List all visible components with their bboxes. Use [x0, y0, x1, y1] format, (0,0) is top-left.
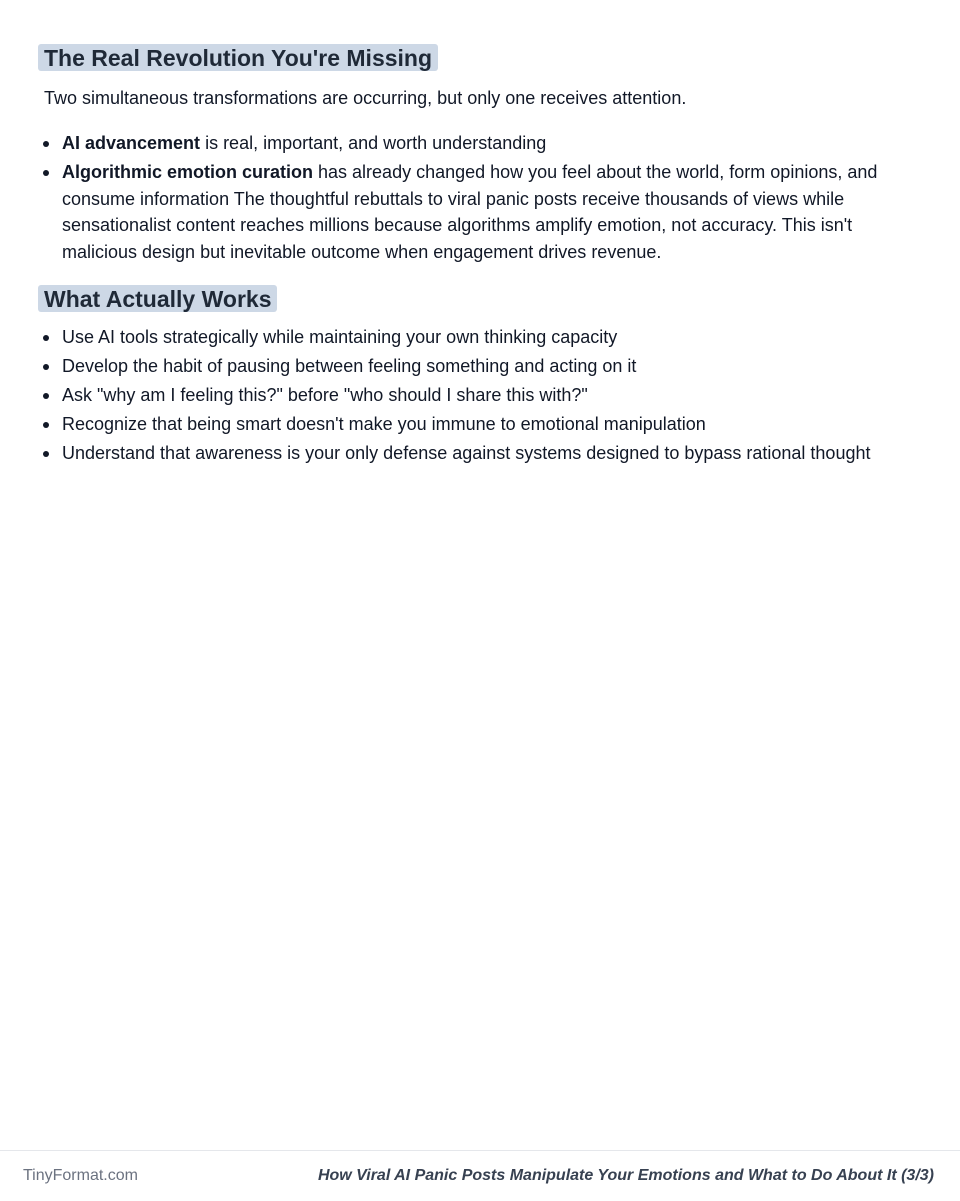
section-heading-what-works: What Actually Works: [38, 285, 277, 312]
bold-term: Algorithmic emotion curation: [62, 162, 314, 182]
bold-term: AI advancement: [62, 133, 201, 153]
footer-site-link[interactable]: TinyFormat.com: [23, 1167, 138, 1184]
article-content: [38, 44, 918, 469]
list-item: [38, 159, 918, 265]
section-intro: Two simultaneous transformations are occurring, but only one receives attention.: [44, 88, 687, 108]
item-text: has already changed how you feel about the world, form opinions, and consume information The thoughtful rebuttals to viral panic posts receive thousands of views while sensationalist content reaches millions because algorithms amplify emotion, not accuracy. This isn't malicious design but inevitable outcome when engagement drives revenue.: [62, 162, 878, 262]
list-item: Develop the habit of pausing between feeling something and acting on it: [38, 353, 918, 380]
bullet-list-what-works: [38, 324, 918, 467]
page-footer: [0, 1150, 960, 1201]
list-item: [38, 130, 918, 157]
list-item: Use AI tools strategically while maintaining your own thinking capacity: [38, 324, 918, 351]
section-heading-wrapper: [38, 285, 918, 312]
item-text: is real, important, and worth understanding: [200, 133, 547, 153]
section-heading-real-revolution: The Real Revolution You're Missing: [38, 44, 438, 71]
list-item: Recognize that being smart doesn't make you immune to emotional manipulation: [38, 411, 918, 438]
bullet-list-transformations: [38, 130, 918, 265]
list-item: Ask "why am I feeling this?" before "who should I share this with?": [38, 382, 918, 409]
list-item: Understand that awareness is your only defense against systems designed to bypass rational thought: [38, 440, 918, 467]
footer-article-title: How Viral AI Panic Posts Manipulate Your Emotions and What to Do About It (3/3): [317, 1167, 934, 1184]
